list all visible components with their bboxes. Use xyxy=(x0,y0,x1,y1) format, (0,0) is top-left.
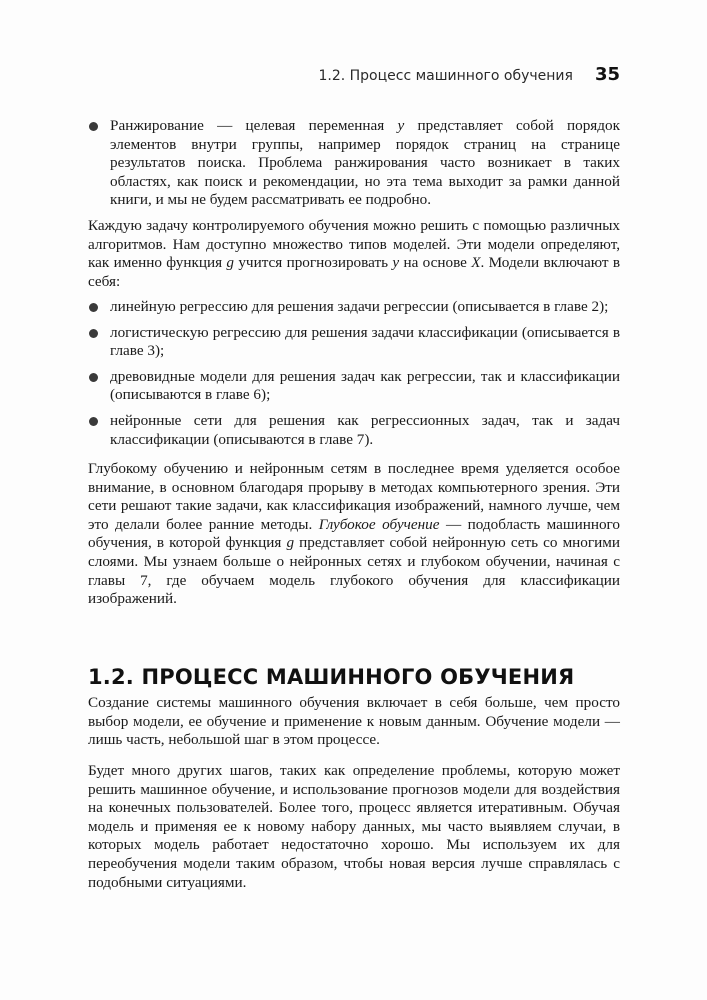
list-item: логистическую регрессию для решения задачи классификации (описывается в главе 3); xyxy=(88,324,620,361)
list-item: нейронные сети для решения как регрессионных задач, так и задач классификации (описываются в главе 7). xyxy=(88,412,620,449)
bullet-icon xyxy=(89,329,98,338)
paragraph-intro: Создание системы машинного обучения включает в себя больше, чем просто выбор модели, ее обучение и применение к новым данным. Обучение модели — лишь часть, небольшой шаг в этом процессе. xyxy=(88,694,620,749)
variable-x: X xyxy=(471,254,481,272)
list-item xyxy=(88,117,620,210)
bullet-icon xyxy=(89,122,98,131)
bullet-icon xyxy=(89,373,98,382)
running-header xyxy=(88,64,620,88)
bullet-icon xyxy=(89,303,98,312)
bullet-icon xyxy=(89,417,98,426)
bullet-text: Ранжирование — целевая переменная xyxy=(110,117,398,134)
variable-y: y xyxy=(397,117,405,134)
paragraph-models: Каждую задачу контролируемого обучения можно решить с помощью различных алгоритмов. Нам доступно множество типов моделей. Эти модели определяют, как именно функция g учится прогнозировать y на основе X. Модели включают в себя: xyxy=(88,217,621,290)
list-item: древовидные модели для решения задач как регрессии, так и классификации (описываются в главе 6); xyxy=(88,368,620,405)
section-heading: 1.2. ПРОЦЕСС МАШИННОГО ОБУЧЕНИЯ xyxy=(88,665,575,690)
page-number: 35 xyxy=(594,64,620,85)
variable-y: y xyxy=(392,254,400,272)
term-deep-learning: Глубокое обучение xyxy=(318,515,440,533)
bullet-text: представляет собой порядок элементов внутри группы, например порядок страниц на странице результатов поиска. Проблема ранжирования часто возникает в таких областях, как поиск и рекомендации, но эта тема выходит за рамки данной книги, и мы не будем рассматривать ее подробно. xyxy=(110,117,620,209)
paragraph-process: Будет много других шагов, таких как определение проблемы, которую может решить машинное обучение, и использование прогнозов модели для воздействия на конечных пользователей. Более того, процесс является итеративным. Обучая модель и применяя ее к новому набору данных, мы часто выявляем случаи, в которых модель работает недостаточно хорошо. Мы используем их для переобучения модели таким образом, чтобы новая версия лучше справлялась с подобными ситуациями. xyxy=(88,762,620,891)
list-item: линейную регрессию для решения задачи регрессии (описывается в главе 2); xyxy=(88,298,620,317)
paragraph-deep-learning: Глубокому обучению и нейронным сетям в последнее время уделяется особое внимание, в основном благодаря прорыву в методах компьютерного зрения. Эти сети решают такие задачи, как классификация изображений, намного лучше, чем это делали более ранние методы. Глубокое обучение — подобласть машинного обучения, в которой функция g представляет собой нейронную сеть со многими слоями. Мы узнаем больше о нейронных сетях и глубоком обучении, начиная с главы 7, где обучаем модель глубокого обучения для классификации изображений. xyxy=(88,460,620,608)
running-header-title: 1.2. Процесс машинного обучения xyxy=(318,68,573,84)
model-types-list xyxy=(88,298,620,449)
ranking-bullet-list xyxy=(88,117,620,210)
variable-g: g xyxy=(286,534,295,552)
variable-g: g xyxy=(226,254,234,272)
